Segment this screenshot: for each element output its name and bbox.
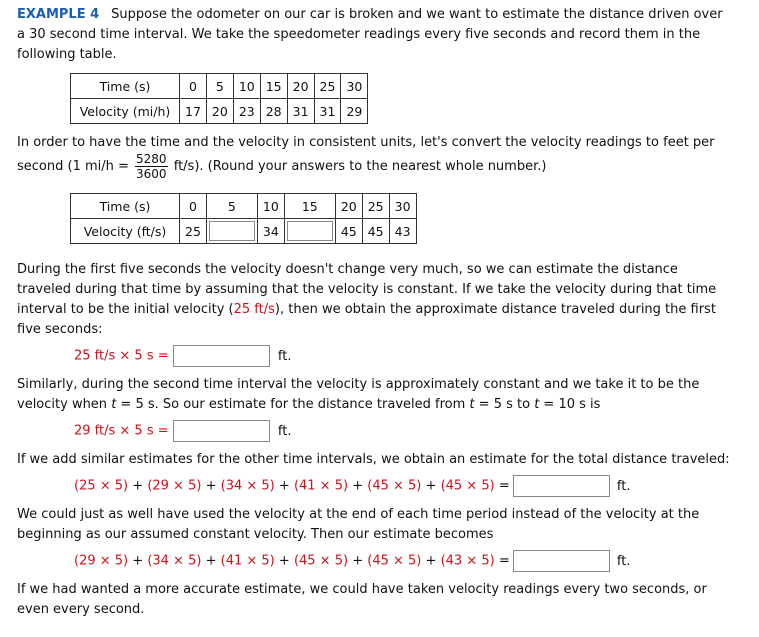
intro-line-3: following table. [17, 47, 117, 62]
table2-velocity-cell: 45 [362, 219, 389, 244]
velocity-5s-input[interactable] [209, 221, 255, 241]
table2-velocity-cell: 45 [335, 219, 362, 244]
table2-time-cell: 20 [335, 194, 362, 219]
total-distance-right-input[interactable] [513, 550, 610, 572]
total-distance-left-input[interactable] [513, 475, 610, 497]
table-row [71, 219, 417, 244]
table1-velocity-cell: 31 [314, 99, 341, 124]
table1-velocity-cell: 28 [260, 99, 287, 124]
convert-line-2: second (1 mi/h = $\frac{5280}{3600}$ ft/s). (Round your answers to the nearest whole number.) [17, 152, 547, 181]
sum2-expression-row: (29 × 5) + (34 × 5) + (41 × 5) + (45 × 5) + (45 × 5) + (43 × 5) = ft. [74, 550, 630, 573]
intro-line-2: a 30 second time interval. We take the speedometer readings every five seconds and record them in the [17, 27, 701, 42]
table2-time-cell: 10 [257, 194, 284, 219]
table1-time-cell: 25 [314, 74, 341, 99]
table1-velocity-cell: 31 [287, 99, 314, 124]
table2-velocity-cell: 34 [257, 219, 284, 244]
second-estimate-row: 29 ft/s × 5 s = ft. [74, 420, 292, 443]
closing-line-1: If we had wanted a more accurate estimate, we could have taken velocity readings every two seconds, or [17, 582, 707, 597]
first-line-2: traveled during that time by assuming that the velocity is constant. If we take the velocity during that time [17, 282, 717, 297]
table-row [71, 99, 368, 124]
conversion-fraction: $\frac{5280}{3600}$ [136, 152, 167, 181]
table2-velocity-cell [284, 219, 335, 244]
table1-time-cell: 5 [206, 74, 233, 99]
table2-time-header: Time (s) [71, 194, 180, 219]
table1-velocity-cell: 17 [180, 99, 207, 124]
sum2-line-1: We could just as well have used the velocity at the end of each time period instead of the velocity at the [17, 507, 700, 522]
sum2-line-2: beginning as our assumed constant velocity. Then our estimate becomes [17, 527, 494, 542]
first-line-3: interval to be the initial velocity (25 ft/s), then we obtain the approximate distance traveled during the first [17, 302, 716, 317]
first-estimate-row: 25 ft/s × 5 s = ft. [74, 345, 292, 368]
table2-velocity-header: Velocity (ft/s) [71, 219, 180, 244]
velocity-15s-input[interactable] [287, 221, 333, 241]
speed-table-fts [70, 193, 417, 244]
table1-velocity-cell: 20 [206, 99, 233, 124]
table1-time-cell: 15 [260, 74, 287, 99]
table2-time-cell: 25 [362, 194, 389, 219]
table1-time-cell: 30 [341, 74, 368, 99]
sum1-expression-row: (25 × 5) + (29 × 5) + (34 × 5) + (41 × 5) + (45 × 5) + (45 × 5) = ft. [74, 475, 630, 498]
table1-velocity-cell: 23 [233, 99, 260, 124]
table2-time-cell: 5 [206, 194, 257, 219]
table1-time-cell: 20 [287, 74, 314, 99]
second-line-1: Similarly, during the second time interval the velocity is approximately constant and we take it to be the [17, 377, 700, 392]
example-label: EXAMPLE 4 [17, 7, 100, 22]
table1-velocity-cell: 29 [341, 99, 368, 124]
table1-time-cell: 0 [180, 74, 207, 99]
second-distance-input[interactable] [173, 420, 270, 442]
table2-velocity-cell: 43 [389, 219, 416, 244]
table2-velocity-cell: 25 [180, 219, 207, 244]
first-line-1: During the first five seconds the velocity doesn't change very much, so we can estimate the distance [17, 262, 678, 277]
table-row [71, 194, 417, 219]
sum1-line-1: If we add similar estimates for the other time intervals, we obtain an estimate for the total distance traveled: [17, 452, 730, 467]
convert-line-1: In order to have the time and the velocity in consistent units, let's convert the velocity readings to feet per [17, 135, 715, 150]
table1-velocity-header: Velocity (mi/h) [71, 99, 180, 124]
table1-time-header: Time (s) [71, 74, 180, 99]
table1-time-cell: 10 [233, 74, 260, 99]
table-row [71, 74, 368, 99]
second-line-2: velocity when t = 5 s. So our estimate for the distance traveled from t = 5 s to t = 10 s is [17, 397, 601, 412]
first-line-4: five seconds: [17, 322, 103, 337]
table2-time-cell: 0 [180, 194, 207, 219]
table2-time-cell: 15 [284, 194, 335, 219]
closing-line-2: even every second. [17, 602, 145, 617]
intro-line-1: EXAMPLE 4 Suppose the odometer on our car is broken and we want to estimate the distance driven over [17, 7, 723, 22]
first-distance-input[interactable] [173, 345, 270, 367]
speed-table-mih [70, 73, 368, 124]
table2-time-cell: 30 [389, 194, 416, 219]
table2-velocity-cell [206, 219, 257, 244]
